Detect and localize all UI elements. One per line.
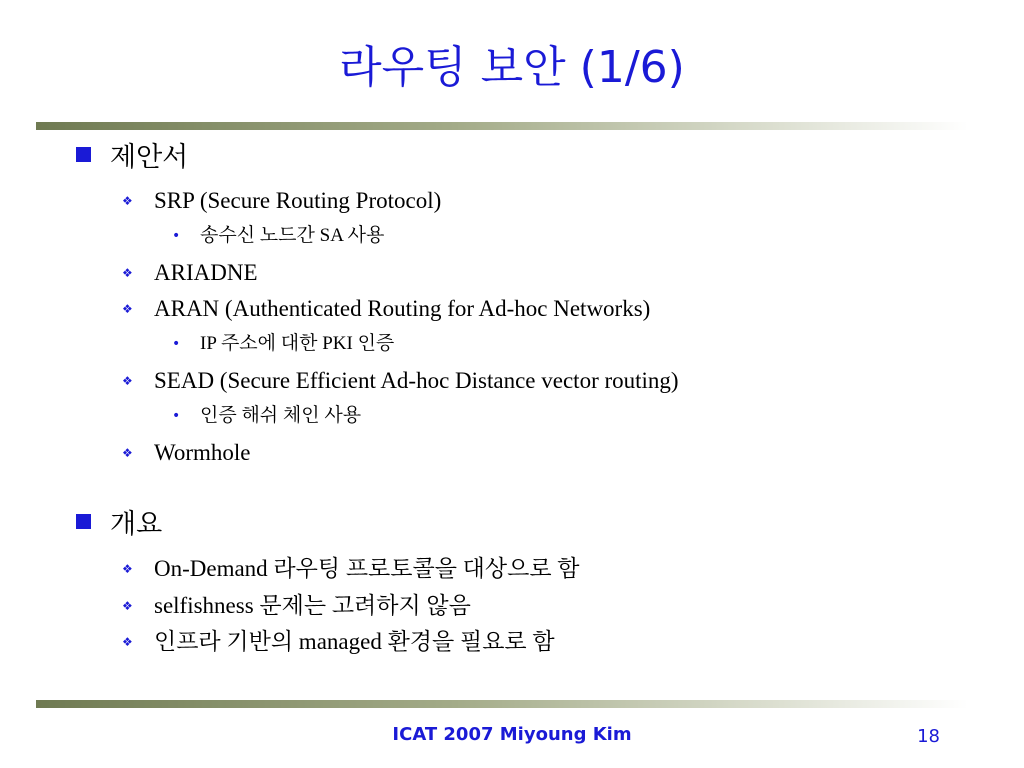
list-item-text: SEAD (Secure Efficient Ad-hoc Distance vector routing) [154,368,679,393]
diamond-cluster-bullet-icon: ❖ [122,599,133,613]
list-item-text: selfishness 문제는 고려하지 않음 [154,593,471,618]
diamond-cluster-bullet-icon: ❖ [122,562,133,576]
bottom-divider [36,700,968,708]
list-item-text: ARIADNE [154,260,258,285]
list-item-text: SRP (Secure Routing Protocol) [154,188,442,213]
sub-list-item-text: 인증 해쉬 체인 사용 [200,405,362,426]
section-label: 개요 [110,509,163,540]
list-item-text: ARAN (Authenticated Routing for Ad-hoc Networks) [154,296,651,321]
top-divider [36,122,968,130]
diamond-cluster-bullet-icon: ❖ [122,446,133,460]
page-number: 18 [917,726,940,747]
dot-bullet-icon: • [172,228,181,244]
list-item-text: Wormhole [154,440,251,465]
diamond-cluster-bullet-icon: ❖ [122,194,133,208]
diamond-cluster-bullet-icon: ❖ [122,374,133,388]
list-item-text: 인프라 기반의 managed 환경을 필요로 함 [154,629,555,654]
sub-list-item-text: 송수신 노드간 SA 사용 [200,225,385,246]
list-item-text: On-Demand 라우팅 프로토콜을 대상으로 함 [154,556,580,581]
square-bullet-icon [76,514,91,529]
sub-list-item-text: IP 주소에 대한 PKI 인증 [200,333,395,354]
section-label: 제안서 [110,142,189,173]
dot-bullet-icon: • [172,408,181,424]
dot-bullet-icon: • [172,336,181,352]
diamond-cluster-bullet-icon: ❖ [122,302,133,316]
diamond-cluster-bullet-icon: ❖ [122,635,133,649]
footer-text: ICAT 2007 Miyoung Kim [392,724,632,745]
square-bullet-icon [76,147,91,162]
diamond-cluster-bullet-icon: ❖ [122,266,133,280]
slide-title: 라우팅 보안 (1/6) [339,42,685,93]
